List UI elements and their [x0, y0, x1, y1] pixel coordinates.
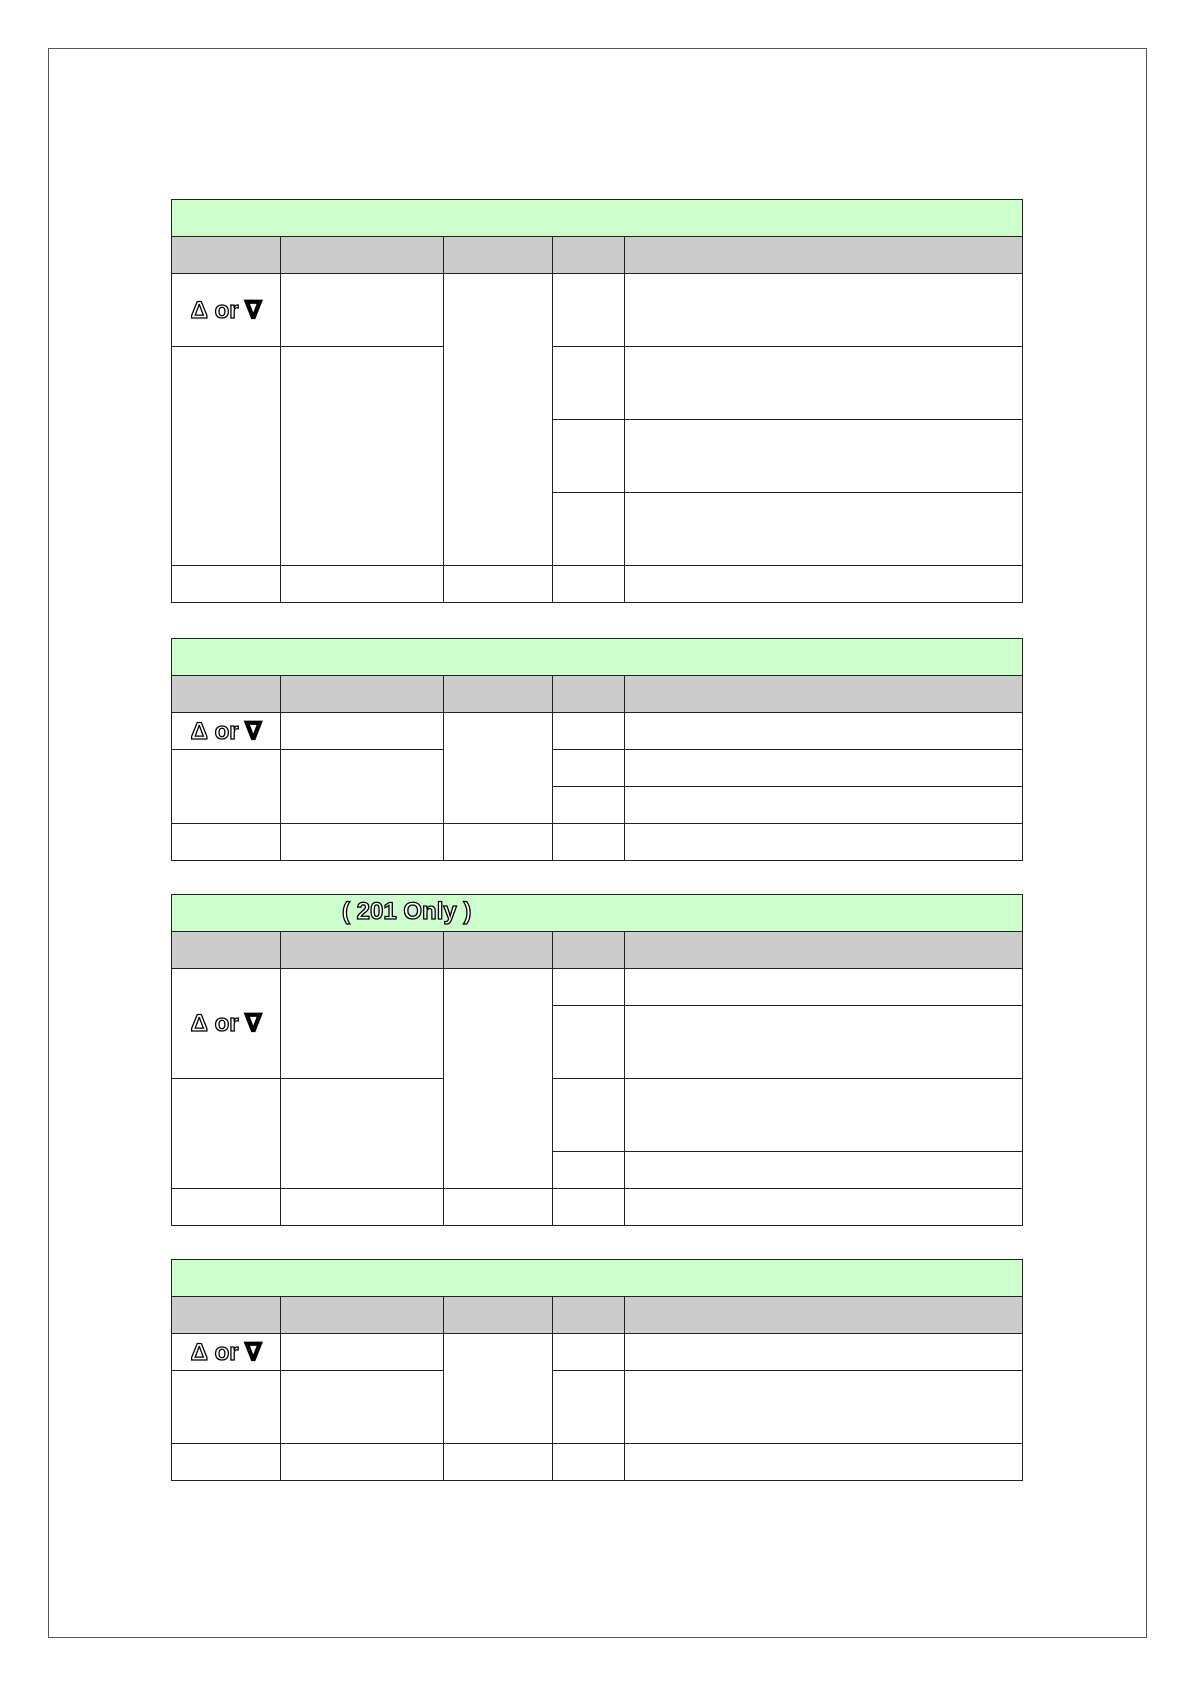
key-cell — [172, 1334, 281, 1371]
table-row — [172, 750, 1023, 787]
key-cell — [172, 713, 281, 750]
key-cell — [172, 274, 281, 347]
up-or-down-key-label: Δ or ∇ — [190, 1010, 262, 1037]
spec-table-1 — [171, 199, 1023, 603]
table-header-row — [172, 1297, 1023, 1334]
table-row — [172, 824, 1023, 861]
spec-table-2 — [171, 638, 1023, 861]
table-title-row — [172, 200, 1023, 237]
table-row — [172, 1371, 1023, 1444]
spec-table-3 — [171, 894, 1023, 1226]
table-title-row — [172, 639, 1023, 676]
table-row — [172, 969, 1023, 1006]
table-title-note: ( 201 Only ) — [342, 898, 472, 925]
table-header-row — [172, 676, 1023, 713]
table-row — [172, 1444, 1023, 1481]
table-header-row — [172, 237, 1023, 274]
key-cell — [172, 969, 281, 1079]
table-row — [172, 566, 1023, 603]
table-row — [172, 1189, 1023, 1226]
table-row — [172, 274, 1023, 347]
table-title-row — [172, 895, 1023, 932]
table-row — [172, 713, 1023, 750]
up-or-down-key-label: Δ or ∇ — [190, 717, 262, 745]
spec-table-4 — [171, 1259, 1023, 1481]
table-row — [172, 347, 1023, 420]
up-or-down-key-label: Δ or ∇ — [190, 1338, 262, 1366]
table-title-row — [172, 1260, 1023, 1297]
table-row — [172, 1079, 1023, 1152]
up-or-down-key-label: Δ or ∇ — [190, 296, 262, 324]
table-row — [172, 1334, 1023, 1371]
table-header-row — [172, 932, 1023, 969]
